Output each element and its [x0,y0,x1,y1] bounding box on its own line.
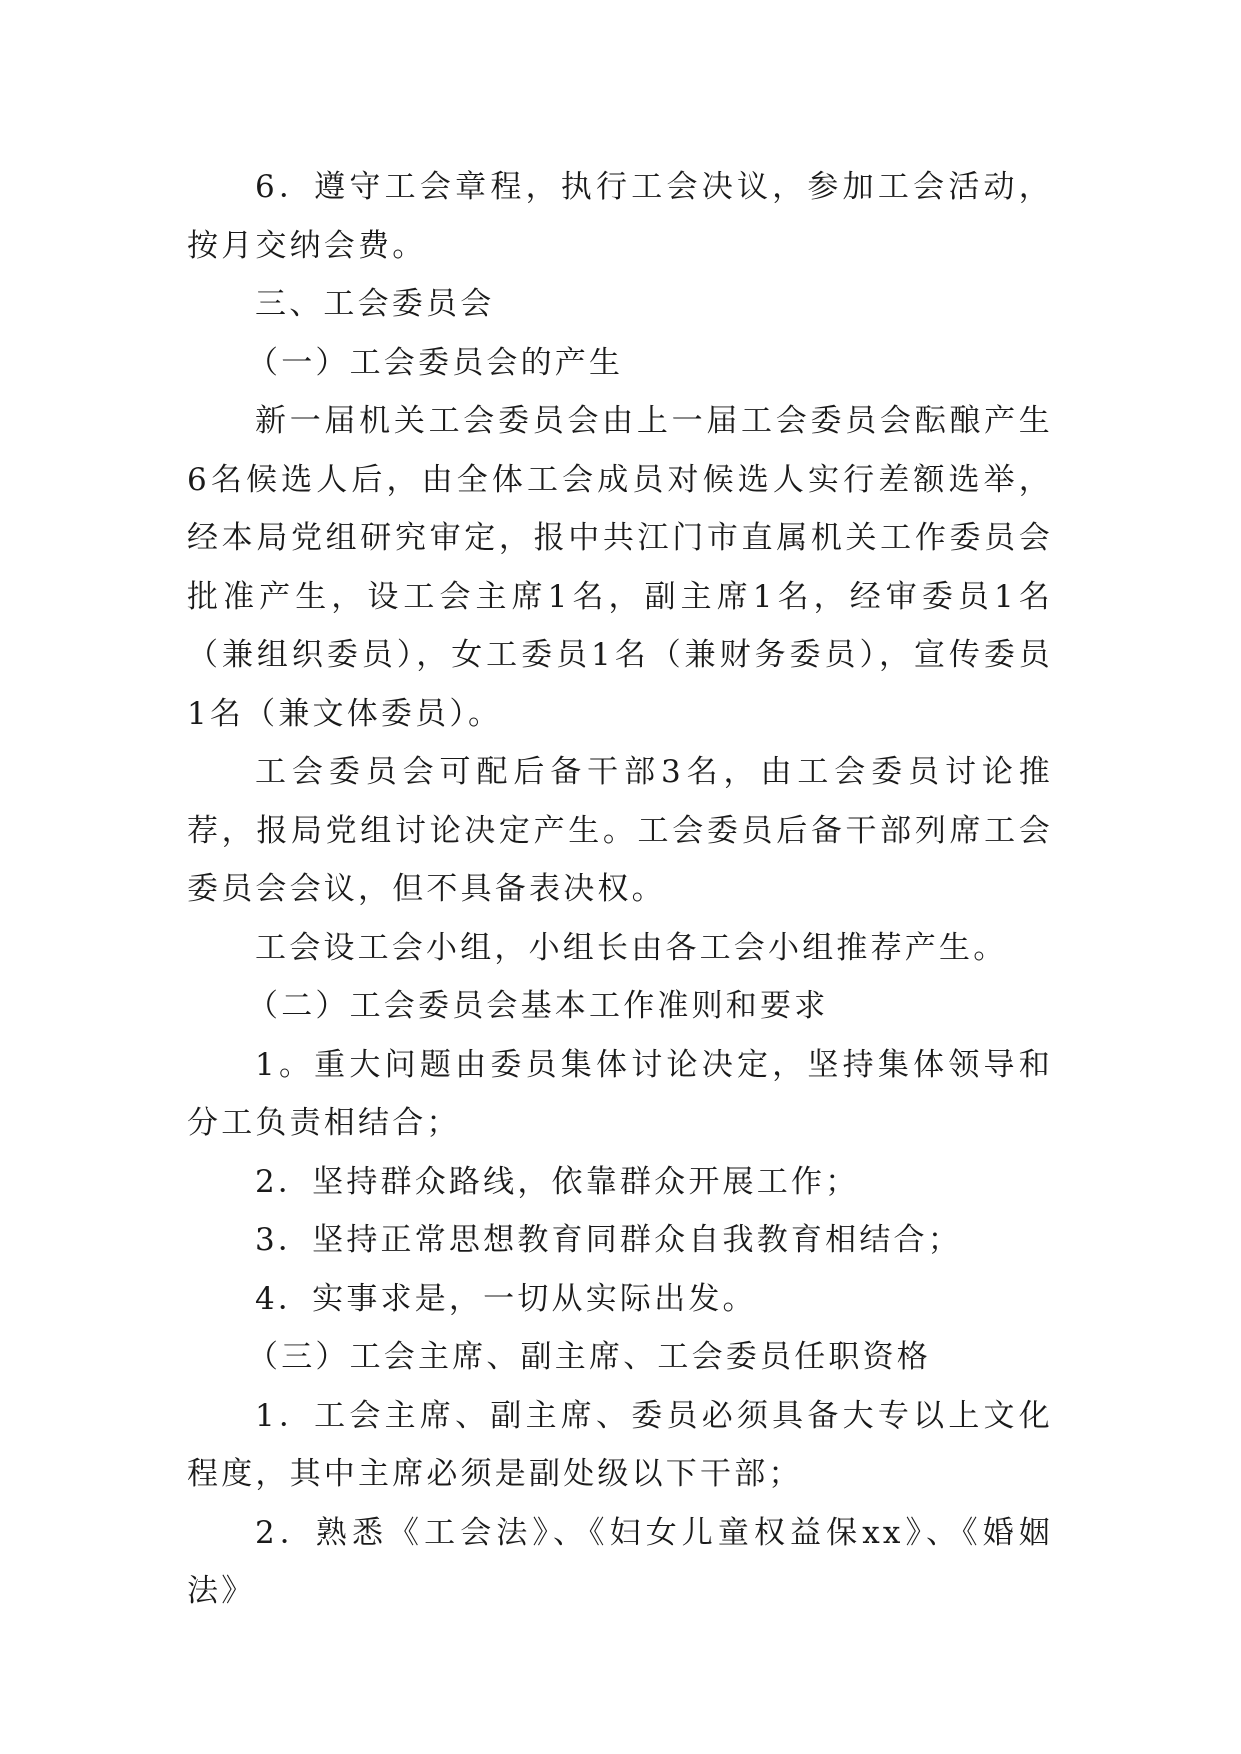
paragraph-reserve-cadres: 工会委员会可配后备干部3名，由工会委员讨论推荐，报局党组讨论决定产生。工会委员后备干部列席工会委员会会议，但不具备表决权。 [187,754,1053,907]
section-heading-committee: 三、工会委员会 [255,286,495,322]
paragraph-principle-1: 1。重大问题由委员集体讨论决定，坚持集体领导和分工负责相结合； [187,1046,1053,1141]
paragraph-qualification-2: 2．熟悉《工会法》、《妇女儿童权益保xx》、《婚姻法》 [187,1514,1053,1609]
paragraph-election: 新一届机关工会委员会由上一届工会委员会酝酿产生6名候选人后，由全体工会成员对候选人实行差额选举，经本局党组研究审定，报中共江门市直属机关工作委员会批准产生，设工会主席1名，副主席1名，经审委员1名（兼组织委员），女工委员1名（兼财务委员），宣传委员1名（兼文体委员）。 [187,403,1053,732]
paragraph-principle-4: 4．实事求是，一切从实际出发。 [255,1280,757,1317]
subsection-heading-qualifications: （三）工会主席、副主席、工会委员任职资格 [247,1339,931,1375]
paragraph-rule-6: 6．遵守工会章程，执行工会决议，参加工会活动，按月交纳会费。 [187,169,1053,264]
subsection-heading-principles: （二）工会委员会基本工作准则和要求 [247,988,829,1024]
paragraph-principle-2: 2．坚持群众路线，依靠群众开展工作； [255,1163,860,1200]
subsection-heading-formation: （一）工会委员会的产生 [247,344,624,381]
document-body [187,158,1053,1621]
paragraph-principle-3: 3．坚持正常思想教育同群众自我教育相结合； [255,1222,962,1258]
paragraph-union-groups: 工会设工会小组，小组长由各工会小组推荐产生。 [255,929,1008,966]
paragraph-qualification-1: 1．工会主席、副主席、委员必须具备大专以上文化程度，其中主席必须是副处级以下干部； [187,1397,1053,1492]
